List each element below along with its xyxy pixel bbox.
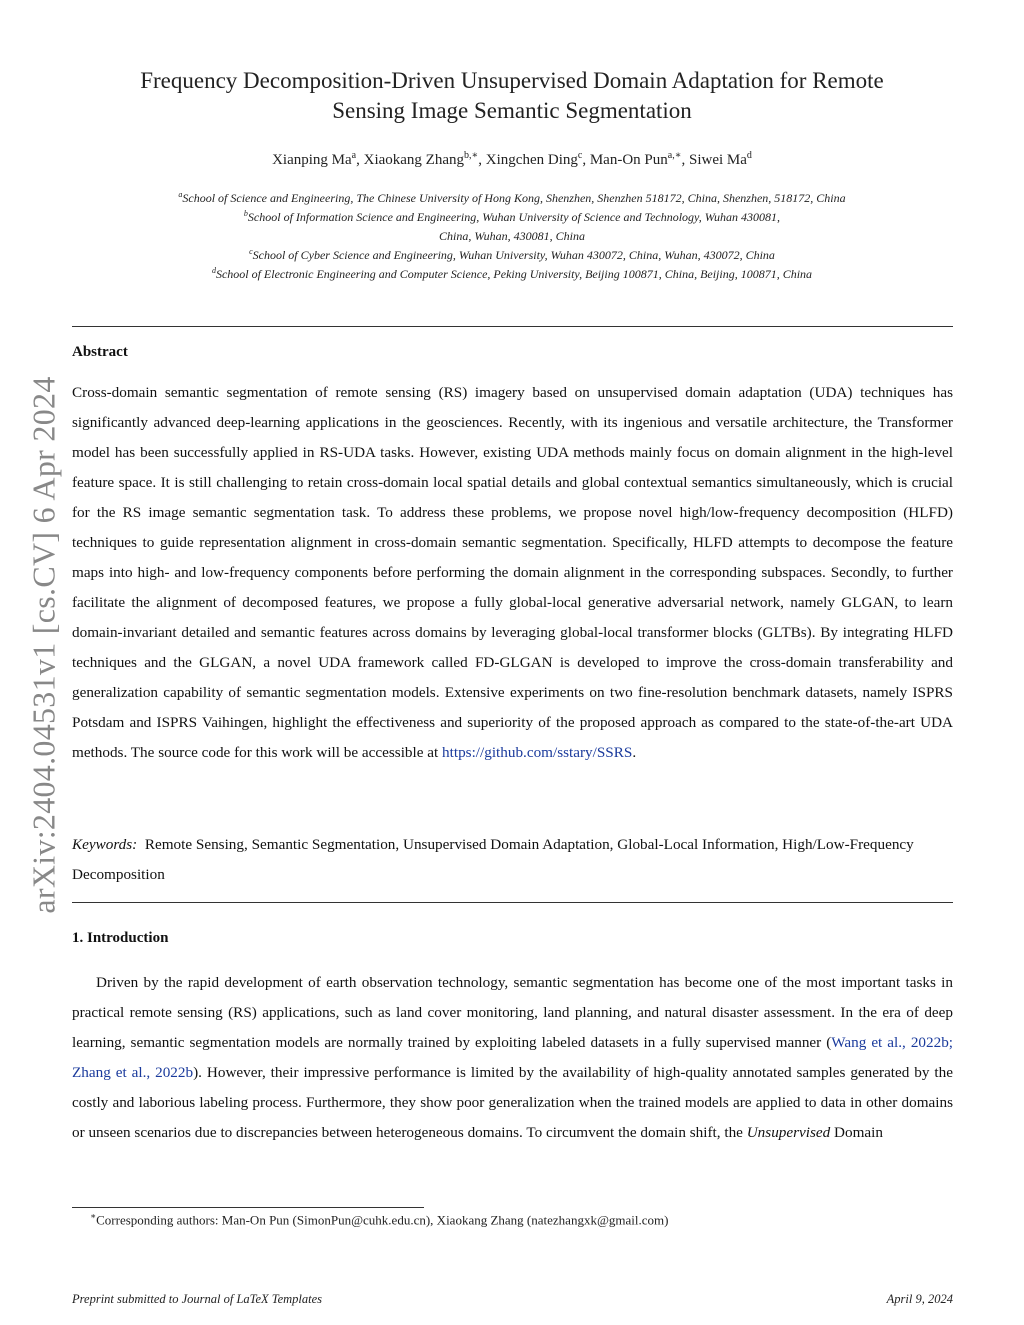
intro-text-part-1: Driven by the rapid development of earth observation technology, semantic segmentation has become one of the most important tasks in practical remote sensing (RS) applications, such as land cover monitoring, land planning, and natural disaster assessment. In the era of deep learning, semantic segmentation models are normally trained by exploiting labeled datasets in a fully supervised manner (: [72, 974, 953, 1051]
author-affiliation-mark: a: [351, 150, 357, 161]
author-name: Xingchen Ding: [485, 152, 578, 168]
abstract-end: .: [632, 744, 637, 761]
abstract-bottom-rule: [72, 902, 953, 903]
abstract-body: [72, 378, 953, 768]
affiliation-mark: d: [211, 266, 216, 275]
intro-text-part-3: Domain: [830, 1124, 883, 1141]
author-list: [80, 150, 944, 169]
affiliation-line: [70, 263, 954, 282]
author: [486, 152, 590, 168]
affiliation-mark: a: [178, 190, 183, 199]
footnote-text: Corresponding authors: Man-On Pun (SimonPun@cuhk.edu.cn), Xiaokang Zhang (natezhangxk@gmail.com): [96, 1212, 669, 1228]
paper-title-line-2: Sensing Image Semantic Segmentation: [332, 98, 692, 123]
intro-emphasis: Unsupervised: [746, 1124, 831, 1141]
paper-title: [90, 66, 934, 126]
affiliation-list: [70, 187, 954, 282]
introduction-heading: 1. Introduction: [72, 930, 169, 946]
author-separator: ,: [356, 152, 364, 168]
affiliation-text: School of Information Science and Engineering, Wuhan University of Science and Technology, Wuhan 430081,: [247, 210, 781, 224]
author-separator: ,: [478, 152, 486, 168]
footnote-rule: [72, 1207, 424, 1208]
author-name: Man-On Pun: [589, 152, 668, 168]
affiliation-text: China, Wuhan, 430081, China: [438, 229, 585, 243]
author-affiliation-mark: c: [577, 150, 583, 161]
footer-journal: Preprint submitted to Journal of LaTeX Templates: [72, 1292, 323, 1306]
keywords: [72, 830, 953, 890]
keywords-text: Remote Sensing, Semantic Segmentation, Unsupervised Domain Adaptation, Global-Local Information, High/Low-Frequency Decomposition: [72, 836, 914, 883]
footnote-mark: ∗: [90, 1211, 97, 1221]
citation-link[interactable]: Wang et al., 2022b; Zhang et al., 2022b: [72, 1034, 954, 1081]
intro-text-part-2: ). However, their impressive performance is limited by the availability of high-quality annotated samples generated by the costly and laborious labeling process. Furthermore, they show poor generalization when the trained models are applied to data in other domains or unseen scenarios due to discrepancies between heterogeneous domains. To circumvent the domain shift, the: [72, 1064, 953, 1141]
author-separator: ,: [582, 152, 590, 168]
paper-title-line-1: Frequency Decomposition-Driven Unsupervised Domain Adaptation for Remote: [140, 68, 884, 93]
affiliation-line: [70, 187, 954, 206]
author: [689, 152, 752, 168]
affiliation-text: School of Electronic Engineering and Computer Science, Peking University, Beijing 100871, China, Beijing, 100871, China: [215, 267, 813, 281]
author-name: Siwei Ma: [689, 152, 747, 168]
abstract-text: Cross-domain semantic segmentation of remote sensing (RS) imagery based on unsupervised domain adaptation (UDA) techniques has significantly advanced deep-learning applications in the geosciences. Recently, with its ingenious and versatile architecture, the Transformer model has been successfully applied in RS-UDA tasks. However, existing UDA methods mainly focus on domain alignment in the high-level feature space. It is still challenging to retain cross-domain local spatial details and global contextual semantics simultaneously, which is crucial for the RS image semantic segmentation task. To address these problems, we propose novel high/low-frequency decomposition (HLFD) techniques to guide representation alignment in cross-domain semantic segmentation. Specifically, HLFD attempts to decompose the feature maps into high- and low-frequency components before performing the domain alignment in the corresponding subspaces. Secondly, to further facilitate the alignment of decomposed features, we propose a fully global-local generative adversarial network, namely GLGAN, to learn domain-invariant detailed and semantic features across domains by leveraging global-local transformer blocks (GLTBs). By integrating HLFD techniques and the GLGAN, a novel UDA framework called FD-GLGAN is developed to improve the cross-domain transferability and generalization capability of semantic segmentation models. Extensive experiments on two fine-resolution benchmark datasets, namely ISPRS Potsdam and ISPRS Vaihingen, highlight the effectiveness and superiority of the proposed approach as compared to the state-of-the-art UDA methods. The source code for this work will be accessible at: [72, 384, 953, 761]
corresponding-author-footnote: [90, 1211, 669, 1228]
abstract-top-rule: [72, 326, 953, 327]
author-affiliation-mark: b,∗: [464, 150, 479, 161]
affiliation-text: School of Cyber Science and Engineering, Wuhan University, Wuhan 430072, China, Wuhan, 430072, China: [252, 248, 775, 262]
affiliation-text: School of Science and Engineering, The Chinese University of Hong Kong, Shenzhen, Shenzhen 518172, China, Shenzhen, 518172, China: [182, 191, 846, 205]
author: [272, 152, 364, 168]
affiliation-line: [70, 225, 954, 244]
arxiv-identifier-stamp: arXiv:2404.04531v1 [cs.CV] 6 Apr 2024: [25, 376, 62, 914]
author-affiliation-mark: d: [746, 150, 752, 161]
affiliation-mark: c: [249, 247, 253, 256]
introduction-paragraph: [72, 968, 953, 1148]
keywords-label: Keywords:: [72, 836, 138, 853]
abstract-heading: Abstract: [72, 344, 128, 360]
author-name: Xianping Ma: [272, 152, 352, 168]
footer-date: April 9, 2024: [886, 1292, 953, 1306]
source-code-link[interactable]: https://github.com/sstary/SSRS: [442, 744, 633, 761]
affiliation-line: [70, 206, 954, 225]
author-name: Xiaokang Zhang: [363, 152, 464, 168]
author-separator: ,: [681, 152, 689, 168]
affiliation-line: [70, 244, 954, 263]
affiliation-mark: b: [243, 209, 248, 218]
author-affiliation-mark: a,∗: [667, 150, 682, 161]
author: [590, 152, 689, 168]
author: [364, 152, 486, 168]
